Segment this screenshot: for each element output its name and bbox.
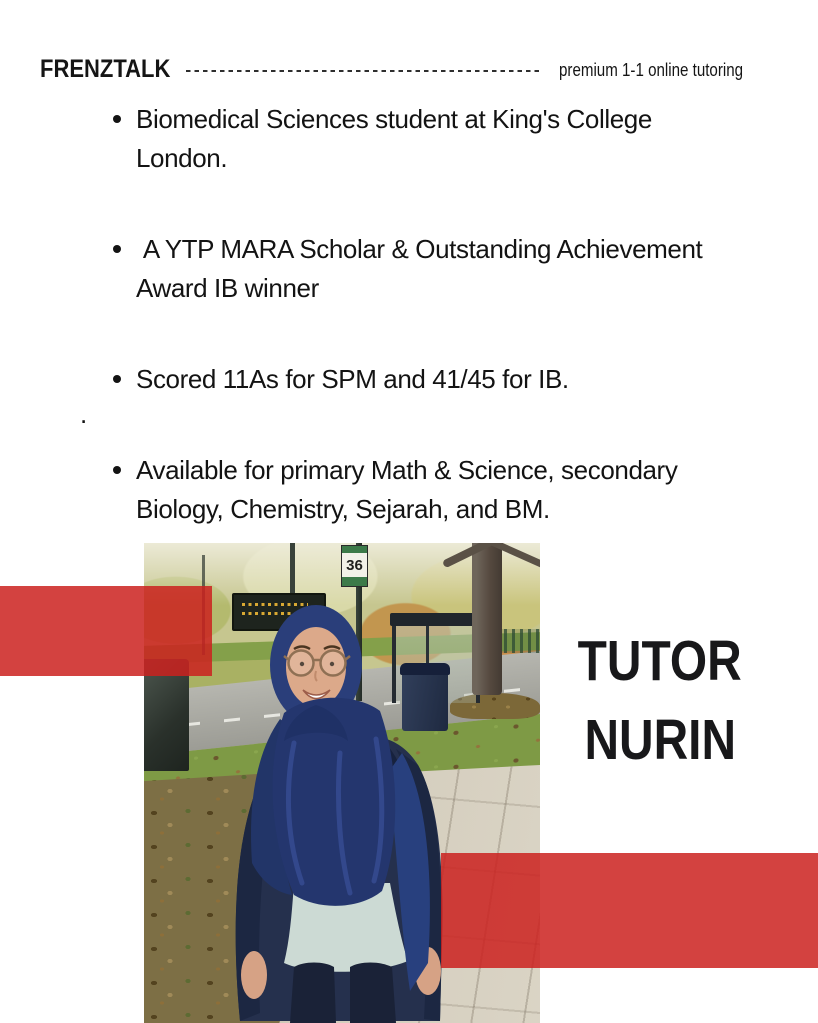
bullet-item [112,100,736,178]
bullet-item [112,360,736,399]
bullet-dot-icon [113,466,121,474]
brand-label: FRENZTALK [40,55,171,83]
tutor-name-line-1: TUTOR [577,629,743,693]
bus-sign-number: 36 [346,556,363,574]
bullet-item [112,230,736,308]
bullet-dot-icon [113,245,121,253]
header-dash-divider [186,70,542,72]
bullet-dot-icon [113,375,121,383]
bullet-list [112,100,736,529]
brand-text [40,55,188,84]
header-tagline [559,60,778,81]
bullet-text: Scored 11As for SPM and 41/45 for IB. [136,364,569,394]
bullet-dot-icon [113,115,121,123]
bullet-text: Biomedical Sciences student at King's College London. [136,104,659,173]
tutor-name-line-2: NURIN [584,708,736,772]
bullet-text: Available for primary Math & Science, secondary Biology, Chemistry, Sejarah, and BM. [136,455,685,524]
red-block-bottom [441,853,818,968]
hijab-drape [273,698,396,906]
red-block-left [0,586,212,676]
bullet-text: A YTP MARA Scholar & Outstanding Achievement Award IB winner [136,234,708,303]
tutor-name [540,622,780,780]
stray-period: . [80,399,88,429]
bullet-item [112,451,736,529]
header-tagline-label: premium 1-1 online tutoring [559,60,744,80]
